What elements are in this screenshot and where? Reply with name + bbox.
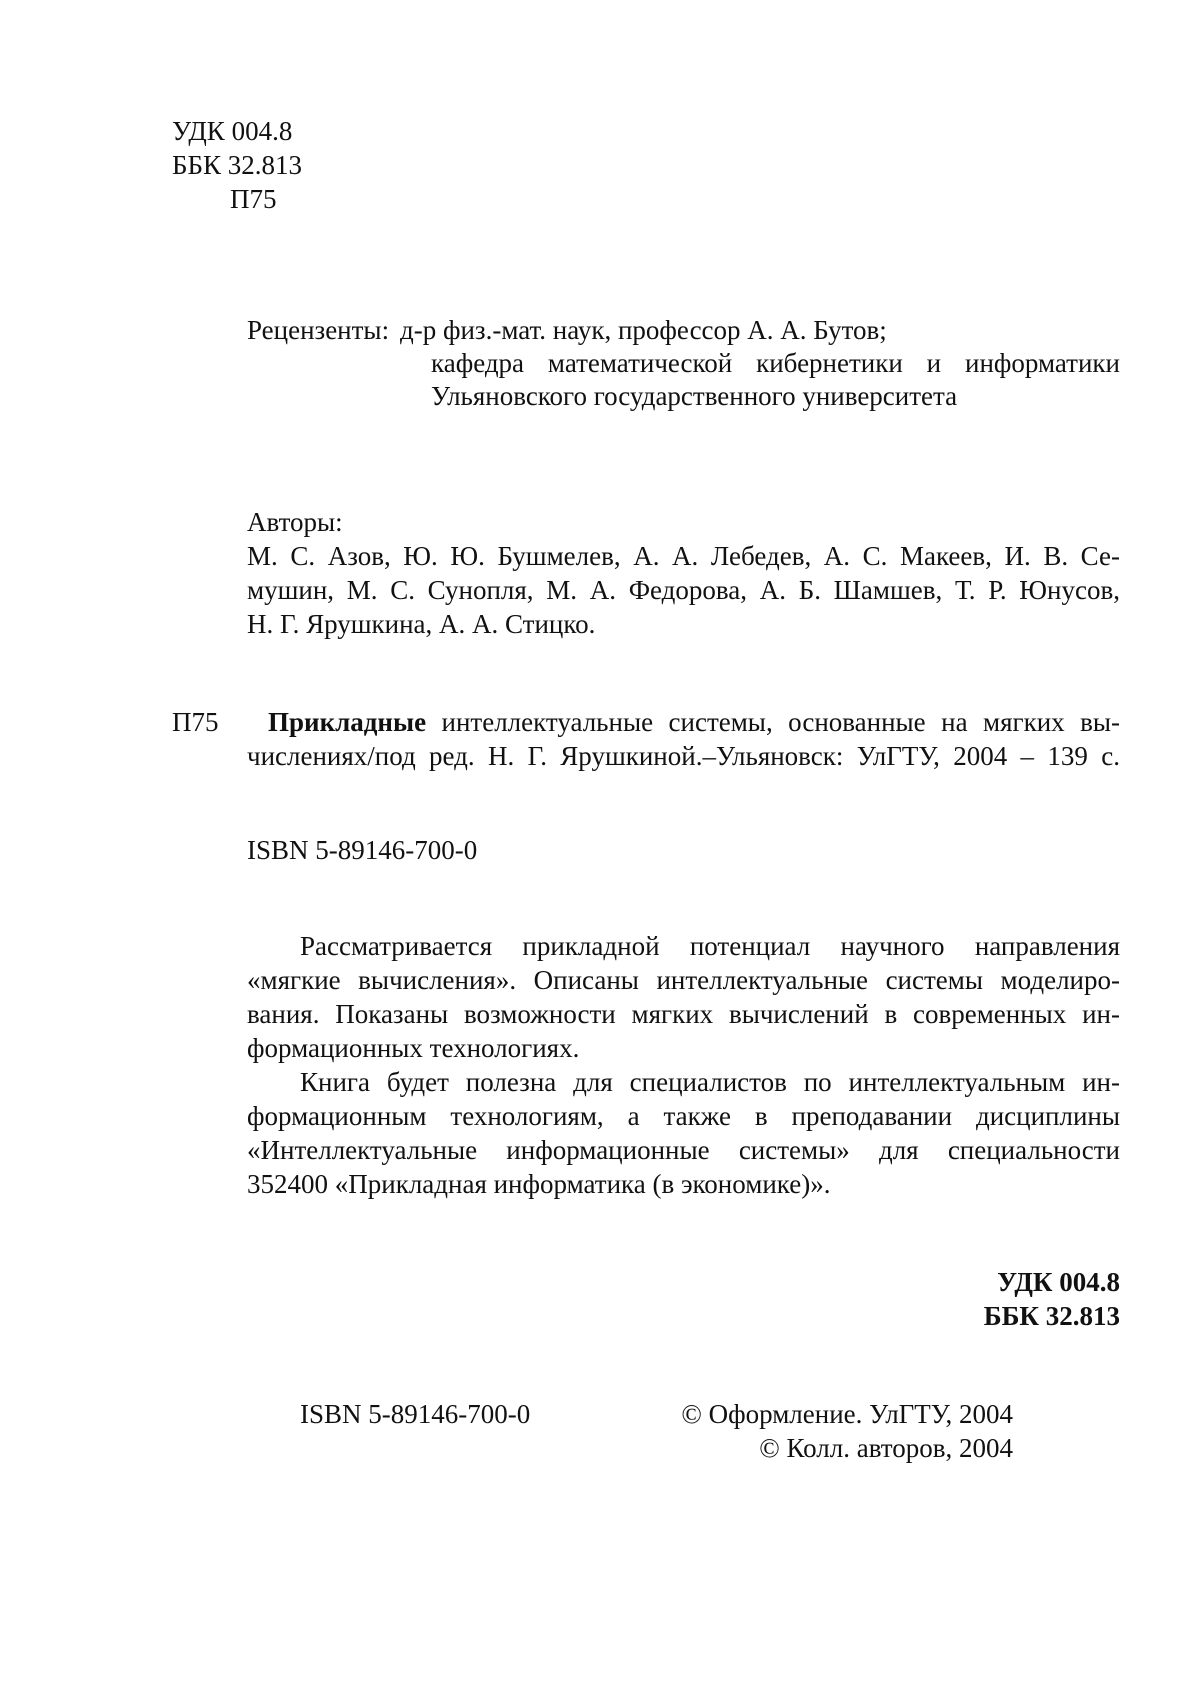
udk-code-bottom: УДК 004.8	[997, 1267, 1120, 1297]
isbn-footer: ISBN 5-89146-700-0	[300, 1399, 531, 1429]
authors-line-3: Н. Г. Ярушкина, А. А. Стицко.	[247, 609, 596, 639]
isbn-top: ISBN 5-89146-700-0	[247, 835, 478, 865]
annotation-line-2: «мягкие вычисления». Описаны интеллектуальные системы моделиро-	[247, 965, 1120, 995]
entry-line-1	[268, 705, 1120, 739]
authors-line-1: М. С. Азов, Ю. Ю. Бушмелев, А. А. Лебедев, А. С. Макеев, И. В. Се-	[247, 541, 1120, 571]
copyright-design: © Оформление. УлГТУ, 2004	[681, 1399, 1013, 1429]
author-mark: П75	[230, 184, 277, 214]
annotation-line-6: формационным технологиям, а также в преподавании дисциплины	[247, 1101, 1120, 1131]
annotation-line-5: Книга будет полезна для специалистов по интеллектуальным ин-	[300, 1067, 1120, 1097]
bbk-code: ББК 32.813	[172, 150, 303, 180]
entry-line-2: числениях/под ред. Н. Г. Ярушкиной.–Ульяновск: УлГТУ, 2004 – 139 с.	[247, 741, 1120, 771]
reviewers-line-3: Ульяновского государственного университета	[431, 381, 958, 411]
entry-mark: П75	[172, 707, 219, 737]
reviewers-line-2: кафедра математической кибернетики и информатики	[431, 348, 1120, 378]
reviewers-label: Рецензенты:	[247, 315, 390, 345]
udk-code: УДК 004.8	[172, 116, 293, 146]
bbk-code-bottom: ББК 32.813	[983, 1301, 1120, 1331]
annotation-line-3: вания. Показаны возможности мягких вычислений в современных ин-	[247, 999, 1120, 1029]
reviewers-line-1: д-р физ.-мат. наук, профессор А. А. Бутов;	[400, 315, 887, 345]
copyright-authors: © Колл. авторов, 2004	[759, 1433, 1013, 1463]
annotation-line-1: Рассматривается прикладной потенциал научного направления	[300, 931, 1120, 961]
authors-line-2: мушин, М. С. Сунопля, М. А. Федорова, А. Б. Шамшев, Т. Р. Юнусов,	[247, 575, 1120, 605]
authors-label: Авторы:	[247, 507, 343, 537]
annotation-line-8: 352400 «Прикладная информатика (в экономике)».	[247, 1169, 831, 1199]
entry-line-1-rest: интеллектуальные системы, основанные на мягких вы-	[426, 707, 1120, 737]
entry-title-bold: Прикладные	[268, 707, 427, 737]
annotation-line-4: формационных технологиях.	[247, 1033, 580, 1063]
annotation-line-7: «Интеллектуальные информационные системы» для специальности	[247, 1135, 1120, 1165]
